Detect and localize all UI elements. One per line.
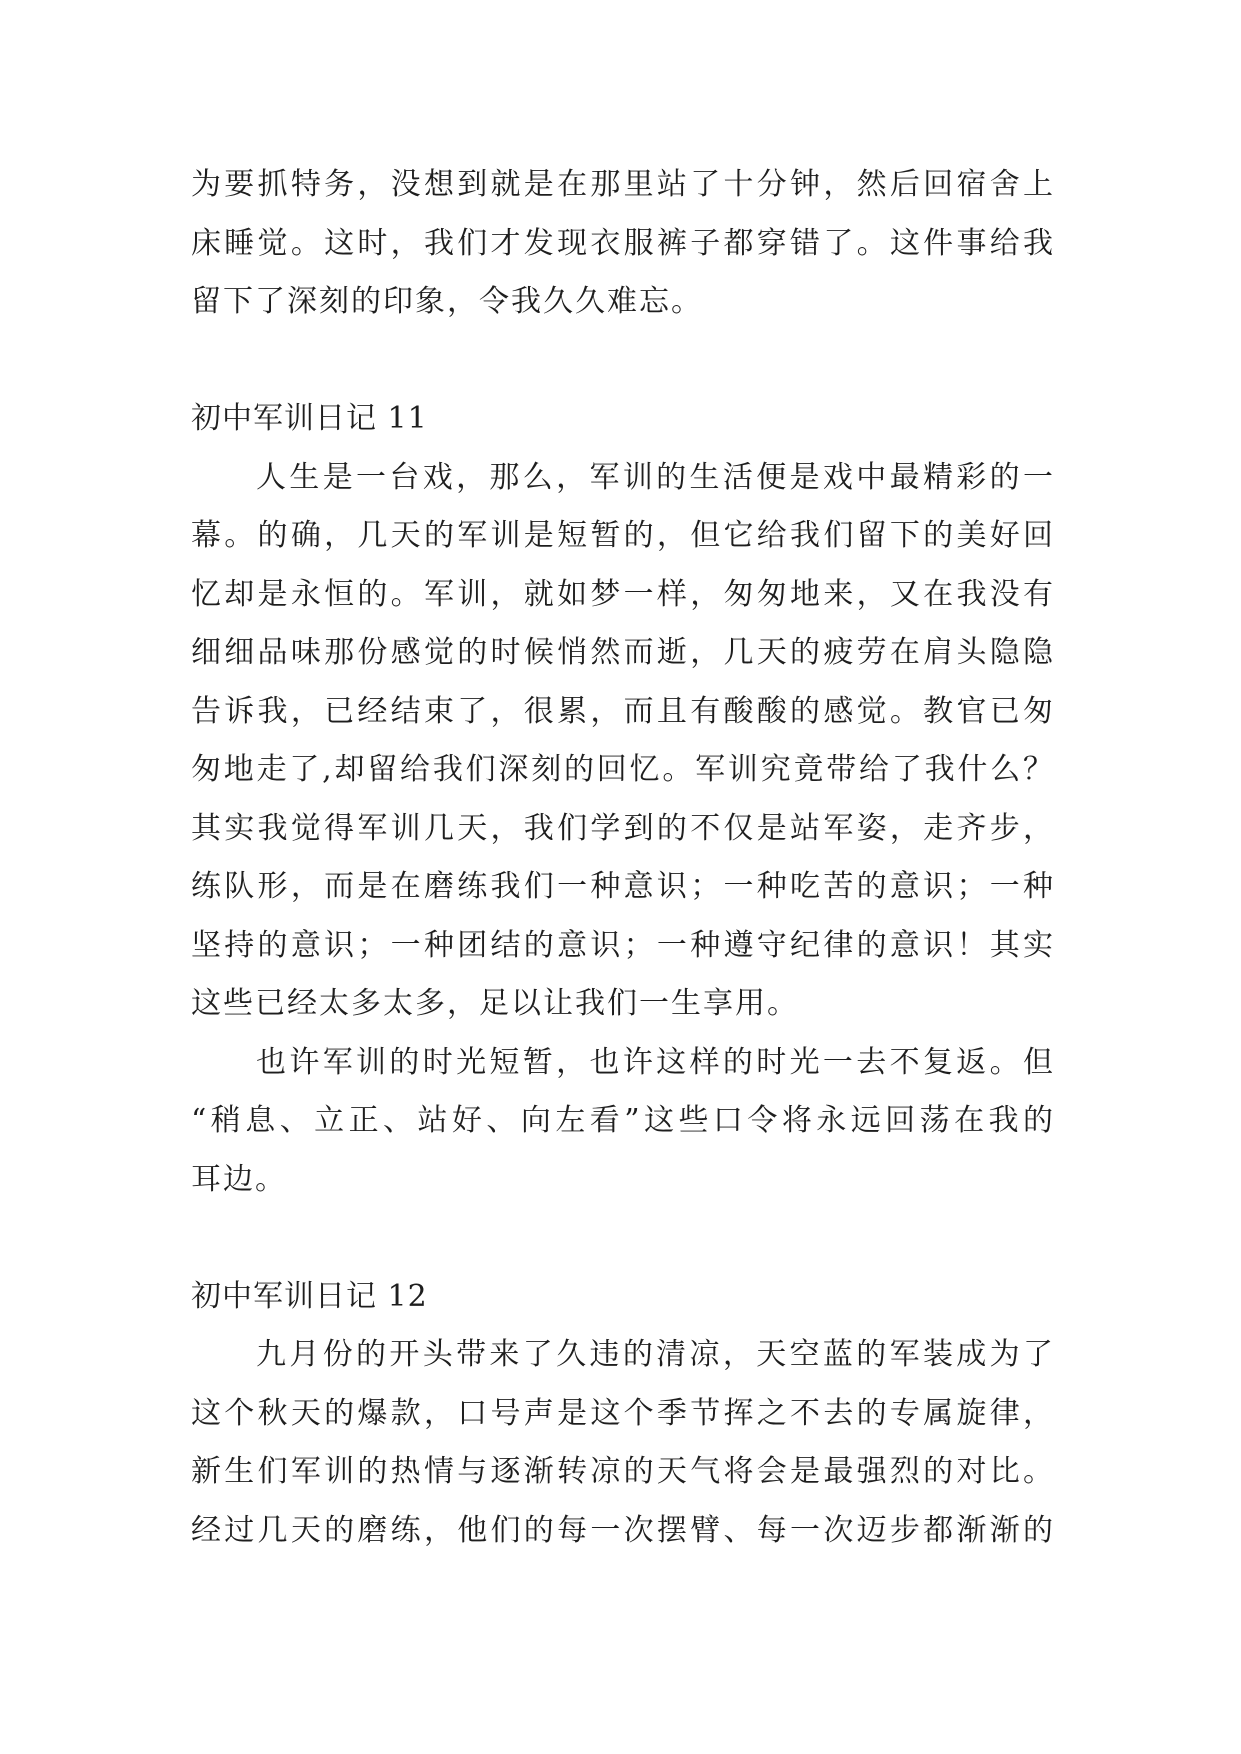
text-line: 床睡觉。这时，我们才发现衣服裤子都穿错了。这件事给我 <box>191 225 1055 261</box>
document-body <box>191 156 1055 1560</box>
blank-line <box>191 1209 1055 1268</box>
text-line: 九月份的开头带来了久违的清凉，天空蓝的军装成为了 <box>256 1337 1055 1372</box>
text-line: 细细品味那份感觉的时候悄然而逝，几天的疲劳在肩头隐隐 <box>191 635 1055 670</box>
blank-line <box>191 332 1055 391</box>
section-diary-12 <box>191 1268 1055 1561</box>
text-line: 坚持的意识；一种团结的意识；一种遵守纪律的意识！其实 <box>191 927 1055 963</box>
text-line: 匆地走了,却留给我们深刻的回忆。军训究竟带给了我什么？ <box>191 752 1055 787</box>
text-line: 耳边。 <box>191 1161 287 1197</box>
text-line: 这些已经太多太多，足以让我们一生享用。 <box>191 986 799 1021</box>
paragraph <box>191 449 1055 1034</box>
paragraph-continuation <box>191 156 1055 332</box>
section-diary-11 <box>191 390 1055 1209</box>
text-line: 练队形，而是在磨练我们一种意识；一种吃苦的意识；一种 <box>191 869 1055 904</box>
paragraph <box>191 1326 1055 1560</box>
text-line: 这个秋天的爆款，口号声是这个季节挥之不去的专属旋律， <box>191 1395 1055 1431</box>
diary-title-12: 初中军训日记 12 <box>191 1278 428 1314</box>
text-line: 告诉我，已经结束了，很累，而且有酸酸的感觉。教官已匆 <box>191 693 1055 729</box>
text-line: “稍息、立正、站好、向左看”这些口令将永远回荡在我的 <box>191 1103 1055 1138</box>
text-line: 留下了深刻的印象，令我久久难忘。 <box>191 284 703 319</box>
text-line: 忆却是永恒的。军训，就如梦一样，匆匆地来，又在我没有 <box>191 576 1055 612</box>
text-line: 经过几天的磨练，他们的每一次摆臂、每一次迈步都渐渐的 <box>191 1512 1055 1548</box>
text-line: 为要抓特务，没想到就是在那里站了十分钟，然后回宿舍上 <box>191 167 1055 202</box>
text-line: 人生是一台戏，那么，军训的生活便是戏中最精彩的一 <box>256 459 1055 495</box>
text-line: 也许军训的时光短暂，也许这样的时光一去不复返。但 <box>256 1044 1055 1080</box>
text-line: 幕。的确，几天的军训是短暂的，但它给我们留下的美好回 <box>191 518 1055 553</box>
diary-title-11: 初中军训日记 11 <box>191 401 428 436</box>
text-line: 其实我觉得军训几天，我们学到的不仅是站军姿，走齐步， <box>191 810 1055 846</box>
paragraph <box>191 1034 1055 1210</box>
text-line: 新生们军训的热情与逐渐转凉的天气将会是最强烈的对比。 <box>191 1454 1055 1489</box>
